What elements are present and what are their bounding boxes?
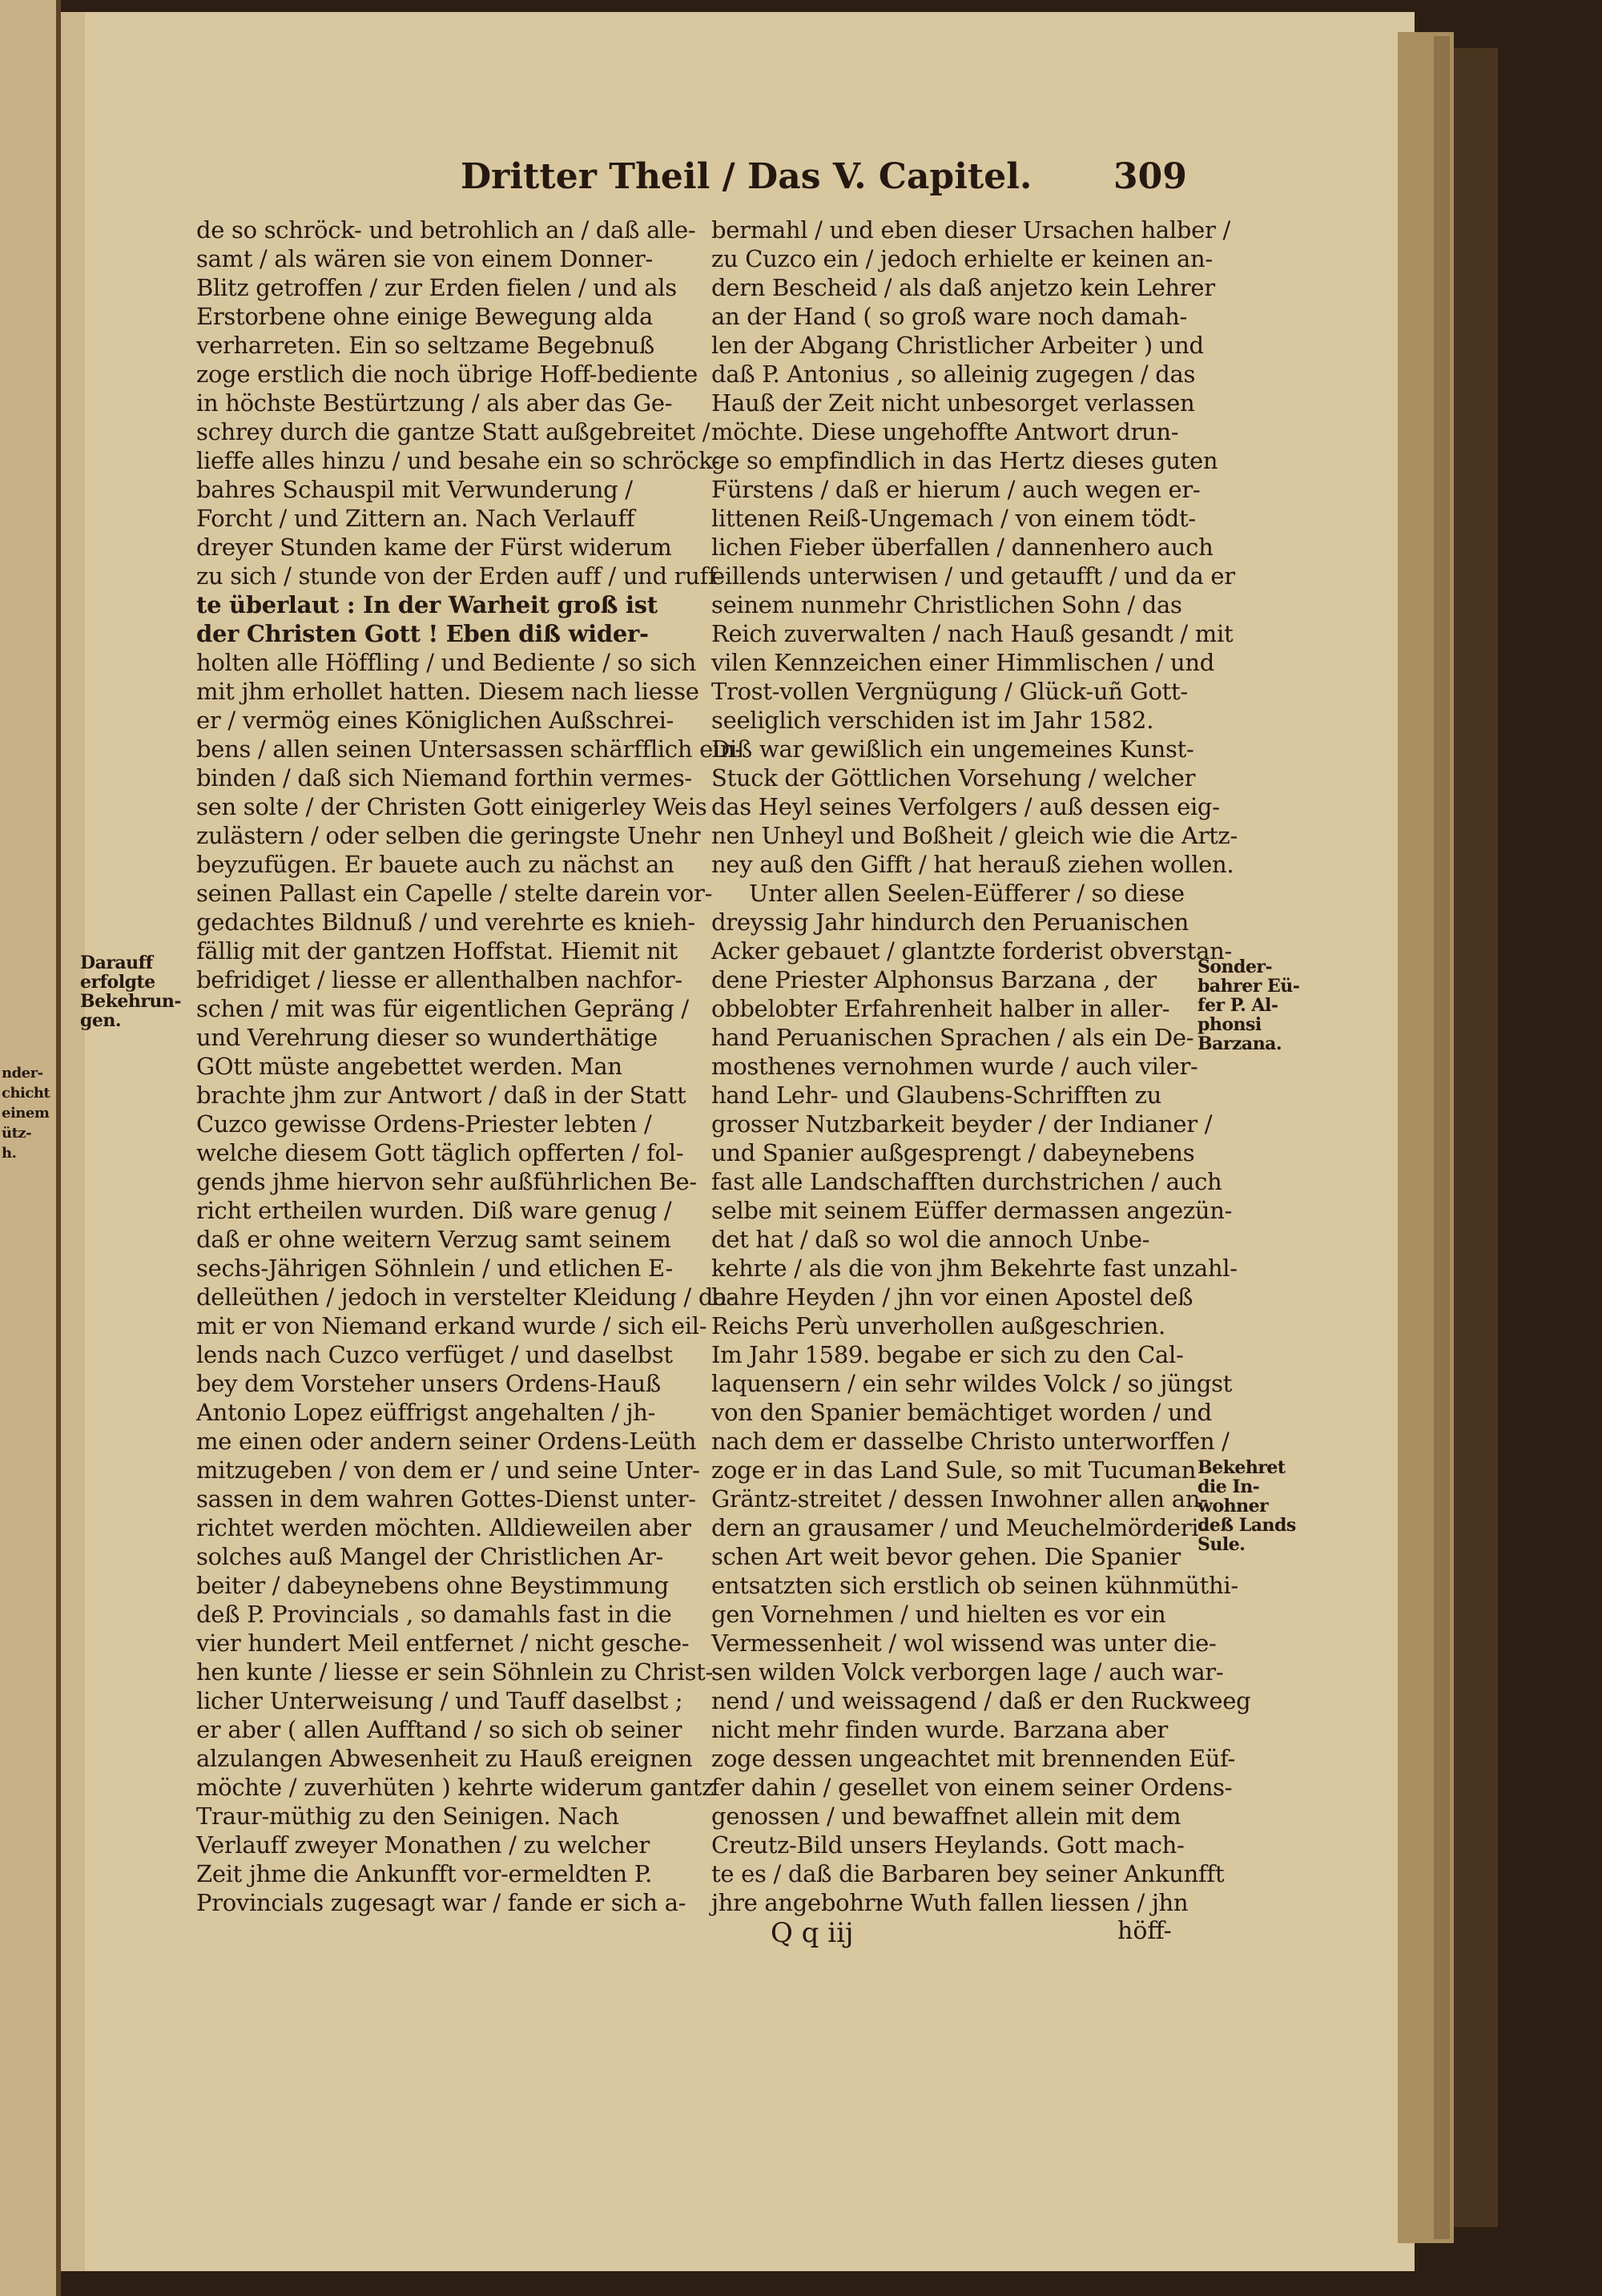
text-line: hand Lehr- und Glaubens-Schrifften zu bbox=[711, 1082, 1161, 1109]
text-line: hen kunte / liesse er sein Söhnlein zu Christ- bbox=[196, 1658, 714, 1686]
text-line: er aber ( allen Aufftand / so sich ob seiner bbox=[196, 1716, 682, 1743]
text-line: fällig mit der gantzen Hoffstat. Hiemit nit bbox=[196, 937, 678, 965]
text-line: holten alle Höffling / und Bediente / so sich bbox=[196, 649, 697, 676]
signature-mark: Q q iij bbox=[771, 1917, 854, 1949]
text-line: Verlauff zweyer Monathen / zu welcher bbox=[196, 1831, 650, 1859]
text-line: zoge er in das Land Sule, so mit Tucuman bbox=[711, 1456, 1197, 1484]
text-line: verharreten. Ein so seltzame Begebnuß bbox=[196, 332, 654, 359]
text-line: grosser Nutzbarkeit beyder / der Indianer / bbox=[711, 1110, 1213, 1138]
text-line: mosthenes vernohmen wurde / auch viler- bbox=[711, 1053, 1198, 1080]
text-line: Diß war gewißlich ein ungemeines Kunst- bbox=[711, 735, 1194, 763]
text-line: me einen oder andern seiner Ordens-Leüth bbox=[196, 1428, 697, 1455]
text-line: sen wilden Volck verborgen lage / auch war- bbox=[711, 1658, 1224, 1686]
text-line: lends nach Cuzco verfüget / und daselbst bbox=[196, 1341, 673, 1368]
text-line: schen Art weit bevor gehen. Die Spanier bbox=[711, 1543, 1181, 1570]
text-line: Erstorbene ohne einige Bewegung alda bbox=[196, 303, 653, 330]
text-line: vier hundert Meil entfernet / nicht gesche- bbox=[196, 1629, 690, 1657]
text-line: Cuzco gewisse Ordens-Priester lebten / bbox=[196, 1110, 652, 1138]
text-line: solches auß Mangel der Christlichen Ar- bbox=[196, 1543, 664, 1570]
text-line: er / vermög eines Königlichen Außschrei- bbox=[196, 707, 674, 734]
edge-fragment: einem bbox=[2, 1105, 50, 1122]
text-line: bens / allen seinen Untersassen schärfflich ein- bbox=[196, 735, 743, 763]
text-line: sassen in dem wahren Gottes-Dienst unter- bbox=[196, 1485, 696, 1513]
note-line: Darauff bbox=[80, 953, 153, 973]
text-line: gedachtes Bildnuß / und verehrte es knieh- bbox=[196, 908, 695, 936]
edge-fragment: nder- bbox=[2, 1065, 43, 1082]
text-line: zu sich / stunde von der Erden auff / und ruff- bbox=[196, 562, 723, 590]
text-line: an der Hand ( so groß ware noch damah- bbox=[711, 303, 1187, 330]
text-line: daß P. Antonius , so alleinig zugegen / das bbox=[711, 361, 1196, 388]
note-line: die In- bbox=[1197, 1476, 1260, 1497]
text-line: dene Priester Alphonsus Barzana , der bbox=[711, 966, 1157, 993]
text-line: und Spanier außgesprengt / dabeynebens bbox=[711, 1139, 1195, 1166]
note-line: Sonder- bbox=[1197, 957, 1273, 977]
text-line: befridiget / liesse er allenthalben nachfor- bbox=[196, 966, 682, 993]
text-line: welche diesem Gott täglich opfferten / fol- bbox=[196, 1139, 684, 1166]
edge-fragment: h. bbox=[2, 1145, 17, 1162]
text-line: te es / daß die Barbaren bey seiner Ankunfft bbox=[711, 1860, 1225, 1887]
text-line: genossen / und bewaffnet allein mit dem bbox=[711, 1803, 1181, 1830]
text-line: in höchste Bestürtzung / als aber das Ge- bbox=[196, 389, 673, 417]
text-line: beyzufügen. Er bauete auch zu nächst an bbox=[196, 851, 674, 878]
text-line: eillends unterwisen / und getaufft / und da er bbox=[711, 562, 1235, 590]
note-line: deß Lands bbox=[1197, 1515, 1296, 1536]
page-number: 309 bbox=[1113, 156, 1187, 197]
text-line: gen Vornehmen / und hielten es vor ein bbox=[711, 1601, 1166, 1628]
text-line: dreyer Stunden kame der Fürst widerum bbox=[196, 534, 672, 561]
text-line: richt ertheilen wurden. Diß ware genug / bbox=[196, 1197, 672, 1224]
text-line: entsatzten sich erstlich ob seinen kühnmüthi- bbox=[711, 1572, 1238, 1599]
text-line: Blitz getroffen / zur Erden fielen / und als bbox=[196, 274, 677, 301]
text-line: Zeit jhme die Ankunfft vor-ermeldten P. bbox=[196, 1860, 653, 1887]
text-line: richtet werden möchten. Alldieweilen aber bbox=[196, 1514, 691, 1541]
text-line: mit er von Niemand erkand wurde / sich eil- bbox=[196, 1312, 707, 1339]
text-line: beiter / dabeynebens ohne Beystimmung bbox=[196, 1572, 669, 1599]
text-line: jhre angebohrne Wuth fallen liessen / jhn bbox=[711, 1889, 1189, 1916]
note-line: Bekehrun- bbox=[80, 991, 182, 1012]
text-line: Traur-müthig zu den Seinigen. Nach bbox=[196, 1803, 619, 1830]
text-line: nicht mehr finden wurde. Barzana aber bbox=[711, 1716, 1168, 1743]
text-line: zoge erstlich die noch übrige Hoff-bediente bbox=[196, 361, 698, 388]
text-line: kehrte / als die von jhm Bekehrte fast unzahl- bbox=[711, 1255, 1238, 1282]
note-line: bahrer Eü- bbox=[1197, 976, 1300, 997]
text-line: Reichs Perù unverhollen außgeschrien. bbox=[711, 1312, 1165, 1339]
text-line: bahres Schauspil mit Verwunderung / bbox=[196, 476, 633, 503]
edge-fragment: chicht bbox=[2, 1085, 50, 1102]
text-line: samt / als wären sie von einem Donner- bbox=[196, 245, 653, 272]
text-line: daß er ohne weitern Verzug samt seinem bbox=[196, 1226, 671, 1253]
note-line: Barzana. bbox=[1197, 1033, 1282, 1054]
catchword: höff- bbox=[1117, 1917, 1172, 1945]
text-line: ge so empfindlich in das Hertz dieses guten bbox=[711, 447, 1218, 474]
text-line: selbe mit seinem Eüffer dermassen angezün- bbox=[711, 1197, 1233, 1224]
text-line: licher Unterweisung / und Tauff daselbst ; bbox=[196, 1687, 683, 1714]
text-line: alzulangen Abwesenheit zu Hauß ereignen bbox=[196, 1745, 693, 1772]
text-line: mitzugeben / von dem er / und seine Unter- bbox=[196, 1456, 700, 1484]
text-line: Unter allen Seelen-Eüfferer / so diese bbox=[749, 880, 1185, 907]
text-line: zu Cuzco ein / jedoch erhielte er keinen an- bbox=[711, 245, 1213, 272]
text-line: lieffe alles hinzu / und besahe ein so schröck- bbox=[196, 447, 720, 474]
text-line: von den Spanier bemächtiget worden / und bbox=[711, 1399, 1212, 1426]
note-line: wohner bbox=[1197, 1496, 1269, 1517]
text-line: seinen Pallast ein Capelle / stelte darein vor- bbox=[196, 880, 713, 907]
text-line: dern Bescheid / als daß anjetzo kein Lehrer bbox=[711, 274, 1215, 301]
text-line: sechs-Jährigen Söhnlein / und etlichen E- bbox=[196, 1255, 673, 1282]
text-line: gends jhme hiervon sehr außführlichen Be- bbox=[196, 1168, 697, 1195]
text-line: deß P. Provincials , so damahls fast in die bbox=[196, 1601, 672, 1628]
text-line: der Christen Gott ! Eben diß wider- bbox=[196, 620, 649, 647]
text-line: und Verehrung dieser so wunderthätige bbox=[196, 1024, 658, 1051]
text-line: Vermessenheit / wol wissend was unter die- bbox=[711, 1629, 1217, 1657]
running-title: Dritter Theil / Das V. Capitel. bbox=[461, 156, 1032, 197]
text-line: fer dahin / gesellet von einem seiner Ordens- bbox=[711, 1774, 1233, 1801]
text-line: Im Jahr 1589. begabe er sich zu den Cal- bbox=[711, 1341, 1184, 1368]
text-line: nach dem er dasselbe Christo unterworffen / bbox=[711, 1428, 1230, 1455]
text-line: fast alle Landschafften durchstrichen / auch bbox=[711, 1168, 1222, 1195]
text-line: dreyssig Jahr hindurch den Peruanischen bbox=[711, 908, 1189, 936]
text-line: dern an grausamer / und Meuchelmörderi- bbox=[711, 1514, 1206, 1541]
text-line: Antonio Lopez eüffrigst angehalten / jh- bbox=[196, 1399, 656, 1426]
text-line: das Heyl seines Verfolgers / auß dessen eig- bbox=[711, 793, 1220, 820]
text-line: möchte / zuverhüten ) kehrte widerum gantz bbox=[196, 1774, 714, 1801]
note-line: Bekehret bbox=[1197, 1457, 1286, 1478]
text-line: Fürstens / daß er hierum / auch wegen er- bbox=[711, 476, 1201, 503]
text-line: brachte jhm zur Antwort / daß in der Statt bbox=[196, 1082, 686, 1109]
text-line: hand Peruanischen Sprachen / als ein De- bbox=[711, 1024, 1194, 1051]
text-line: schen / mit was für eigentlichen Gepräng / bbox=[196, 995, 689, 1022]
text-line: vilen Kennzeichen einer Himmlischen / und bbox=[711, 649, 1215, 676]
text-line: möchte. Diese ungehoffte Antwort drun- bbox=[711, 418, 1179, 445]
text-line: lichen Fieber überfallen / dannenhero auch bbox=[711, 534, 1214, 561]
text-line: Stuck der Göttlichen Vorsehung / welcher bbox=[711, 764, 1196, 792]
text-line: schrey durch die gantze Statt außgebreitet / bbox=[196, 418, 710, 445]
text-line: Gräntz-streitet / dessen Inwohner allen an- bbox=[711, 1485, 1208, 1513]
text-line: delleüthen / jedoch in verstelter Kleidung / da- bbox=[196, 1283, 735, 1311]
text-line: obbelobter Erfahrenheit halber in aller- bbox=[711, 995, 1170, 1022]
text-line: Trost-vollen Vergnügung / Glück-uñ Gott- bbox=[711, 678, 1188, 705]
text-line: zulästern / oder selben die geringste Unehr bbox=[196, 822, 701, 849]
edge-fragment: ütz- bbox=[2, 1125, 32, 1142]
text-line: seeliglich verschiden ist im Jahr 1582. bbox=[711, 707, 1154, 734]
note-line: fer P. Al- bbox=[1197, 995, 1278, 1016]
text-line: Forcht / und Zittern an. Nach Verlauff bbox=[196, 505, 635, 532]
text-line: seinem nunmehr Christlichen Sohn / das bbox=[711, 591, 1182, 618]
text-line: zoge dessen ungeachtet mit brennenden Eüf- bbox=[711, 1745, 1236, 1772]
text-line: GOtt müste angebettet werden. Man bbox=[196, 1053, 622, 1080]
text-line: binden / daß sich Niemand forthin vermes- bbox=[196, 764, 692, 792]
text-line: Hauß der Zeit nicht unbesorget verlassen bbox=[711, 389, 1195, 417]
text-line: nend / und weissagend / daß er den Ruckweeg bbox=[711, 1687, 1251, 1714]
text-line: len der Abgang Christlicher Arbeiter ) und bbox=[711, 332, 1204, 359]
note-line: Sule. bbox=[1197, 1534, 1246, 1555]
note-line: erfolgte bbox=[80, 972, 155, 993]
text-line: nen Unheyl und Boßheit / gleich wie die Artz- bbox=[711, 822, 1238, 849]
note-line: phonsi bbox=[1197, 1014, 1262, 1035]
text-line: bahre Heyden / jhn vor einen Apostel deß bbox=[711, 1283, 1193, 1311]
text-line: mit jhm erhollet hatten. Diesem nach liesse bbox=[196, 678, 699, 705]
text-line: Creutz-Bild unsers Heylands. Gott mach- bbox=[711, 1831, 1185, 1859]
text-line: de so schröck- und betrohlich an / daß alle- bbox=[196, 216, 696, 244]
text-line: bermahl / und eben dieser Ursachen halber / bbox=[711, 216, 1230, 244]
text-line: littenen Reiß-Ungemach / von einem tödt- bbox=[711, 505, 1196, 532]
text-line: sen solte / der Christen Gott einigerley Weis bbox=[196, 793, 707, 820]
text-line: bey dem Vorsteher unsers Ordens-Hauß bbox=[196, 1370, 661, 1397]
text-line: Reich zuverwalten / nach Hauß gesandt / mit bbox=[711, 620, 1234, 647]
text-line: te überlaut : In der Warheit groß ist bbox=[196, 591, 658, 618]
note-line: gen. bbox=[80, 1010, 122, 1031]
text-line: Acker gebauet / glantzte forderist obverstan- bbox=[711, 937, 1232, 965]
text-line: laquensern / ein sehr wildes Volck / so jüngst bbox=[711, 1370, 1233, 1397]
text-line: det hat / daß so wol die annoch Unbe- bbox=[711, 1226, 1150, 1253]
text-line: Provincials zugesagt war / fande er sich a- bbox=[196, 1889, 686, 1916]
text-line: ney auß den Gifft / hat herauß ziehen wollen. bbox=[711, 851, 1234, 878]
